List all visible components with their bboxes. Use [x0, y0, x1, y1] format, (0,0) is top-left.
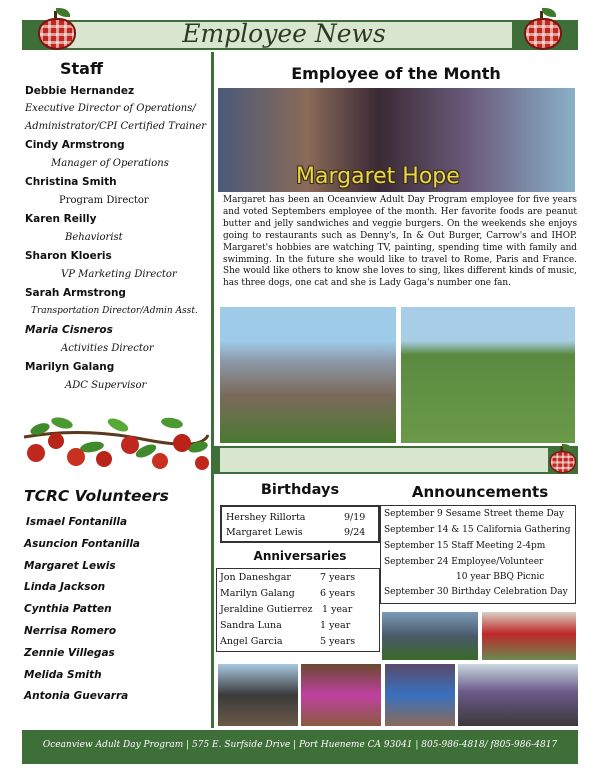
announcements-heading: Announcements	[411, 483, 549, 501]
outdoor-activity-photo	[401, 307, 575, 443]
employee-name: Margaret Hope	[296, 164, 460, 189]
column-divider	[211, 52, 214, 728]
staff-role: Activities Director	[61, 343, 154, 354]
group-photo	[220, 307, 396, 443]
apple-branch-illustration	[22, 407, 210, 477]
announcement-item: 10 year BBQ Picnic	[456, 572, 545, 582]
event-photo	[482, 612, 576, 660]
anniversary-years: 1 year	[322, 604, 353, 615]
volunteer-name: Melida Smith	[24, 668, 102, 681]
anniversary-years: 7 years	[320, 572, 356, 583]
announcement-item: September 24 Employee/Volunteer	[384, 557, 544, 567]
staff-role: Manager of Operations	[51, 158, 169, 169]
staff-name: Sarah Armstrong	[25, 287, 126, 299]
volunteer-name: Linda Jackson	[24, 581, 106, 594]
volunteer-list	[24, 512, 140, 708]
birthday-date: 9/19	[344, 512, 366, 523]
anniversaries-heading: Anniversaries	[253, 549, 347, 563]
footer-contact: Oceanview Adult Day Program | 575 E. Surfside Drive | Port Hueneme CA 93041 | 805-986-4818/ f805-986-4817	[42, 740, 558, 750]
anniversary-name: Jon Daneshgar	[220, 572, 291, 583]
announcement-item: September 30 Birthday Celebration Day	[384, 587, 568, 597]
birthday-name: Hershey Rillorta	[226, 512, 306, 523]
employee-of-month-heading: Employee of the Month	[291, 64, 501, 83]
event-photo	[301, 664, 381, 726]
volunteer-name: Cynthia Patten	[24, 603, 112, 616]
birthdays-heading: Birthdays	[260, 482, 340, 498]
section-divider-panel	[220, 448, 548, 472]
event-photo	[385, 664, 455, 726]
staff-name: Maria Cisneros	[25, 324, 113, 336]
volunteer-name: Antonia Guevarra	[24, 690, 129, 703]
staff-role: Behaviorist	[65, 232, 123, 243]
employee-description: Margaret has been an Oceanview Adult Day Program employee for five years and voted Septembers employee of the month. Her favorite foods are peanut butter and jelly sandwiches and veggie burgers. On the weekends she enjoys going to restaurants such as Denny's, In & Out Burger, Carrow's and IHOP. Margaret's hobbies are watching TV, painting, spending time with family and swimming. In the future she would like to travel to Rome, Paris and France. She would like others to know she loves to sing, likes different kinds of music, has three dogs, one cat and she is Lady Gaga's number one fan.	[223, 195, 577, 289]
volunteer-name: Nerrisa Romero	[24, 624, 117, 637]
event-photo	[218, 664, 298, 726]
staff-role: Executive Director of Operations/ Administrator/CPI Certified Trainer	[25, 103, 207, 132]
announcement-item: September 14 & 15 California Gathering	[384, 525, 571, 535]
staff-name: Karen Reilly	[25, 213, 97, 225]
birthday-date: 9/24	[344, 527, 366, 538]
staff-heading: Staff	[60, 59, 103, 78]
staff-role: VP Marketing Director	[61, 269, 177, 280]
announcement-item: September 15 Staff Meeting 2-4pm	[384, 541, 546, 551]
anniversary-years: 1 year	[320, 620, 351, 631]
staff-role: ADC Supervisor	[65, 380, 147, 391]
announcement-item: September 9 Sesame Street theme Day	[384, 509, 565, 519]
anniversary-name: Jeraldine Gutierrez	[220, 604, 313, 615]
anniversary-years: 6 years	[320, 588, 356, 599]
birthday-name: Margaret Lewis	[226, 527, 303, 538]
volunteer-name: Ismael Fontanilla	[26, 516, 128, 528]
staff-role: Transportation Director/Admin Asst.	[31, 306, 198, 316]
staff-name: Marilyn Galang	[25, 361, 115, 373]
staff-name: Sharon Kloeris	[25, 250, 112, 262]
staff-name: Debbie Hernandez	[25, 85, 135, 97]
apple-logo-icon	[522, 8, 564, 52]
volunteers-heading: TCRC Volunteers	[24, 487, 169, 505]
event-photo	[382, 612, 478, 660]
staff-role: Program Director	[59, 195, 149, 206]
anniversary-years: 5 years	[320, 636, 356, 647]
event-photo	[458, 664, 578, 726]
anniversary-name: Marilyn Galang	[220, 588, 295, 599]
apple-logo-icon	[548, 444, 569, 466]
apple-logo-icon	[36, 8, 78, 52]
anniversary-name: Sandra Luna	[220, 620, 282, 631]
page-title: Employee News	[182, 19, 386, 48]
volunteer-name: Asuncion Fontanilla	[24, 537, 141, 550]
staff-name: Cindy Armstrong	[25, 139, 125, 151]
anniversary-name: Angel Garcia	[220, 636, 283, 647]
volunteer-name: Margaret Lewis	[24, 559, 116, 572]
staff-list	[25, 82, 210, 395]
volunteer-name: Zennie Villegas	[24, 646, 115, 659]
staff-name: Christina Smith	[25, 176, 117, 188]
